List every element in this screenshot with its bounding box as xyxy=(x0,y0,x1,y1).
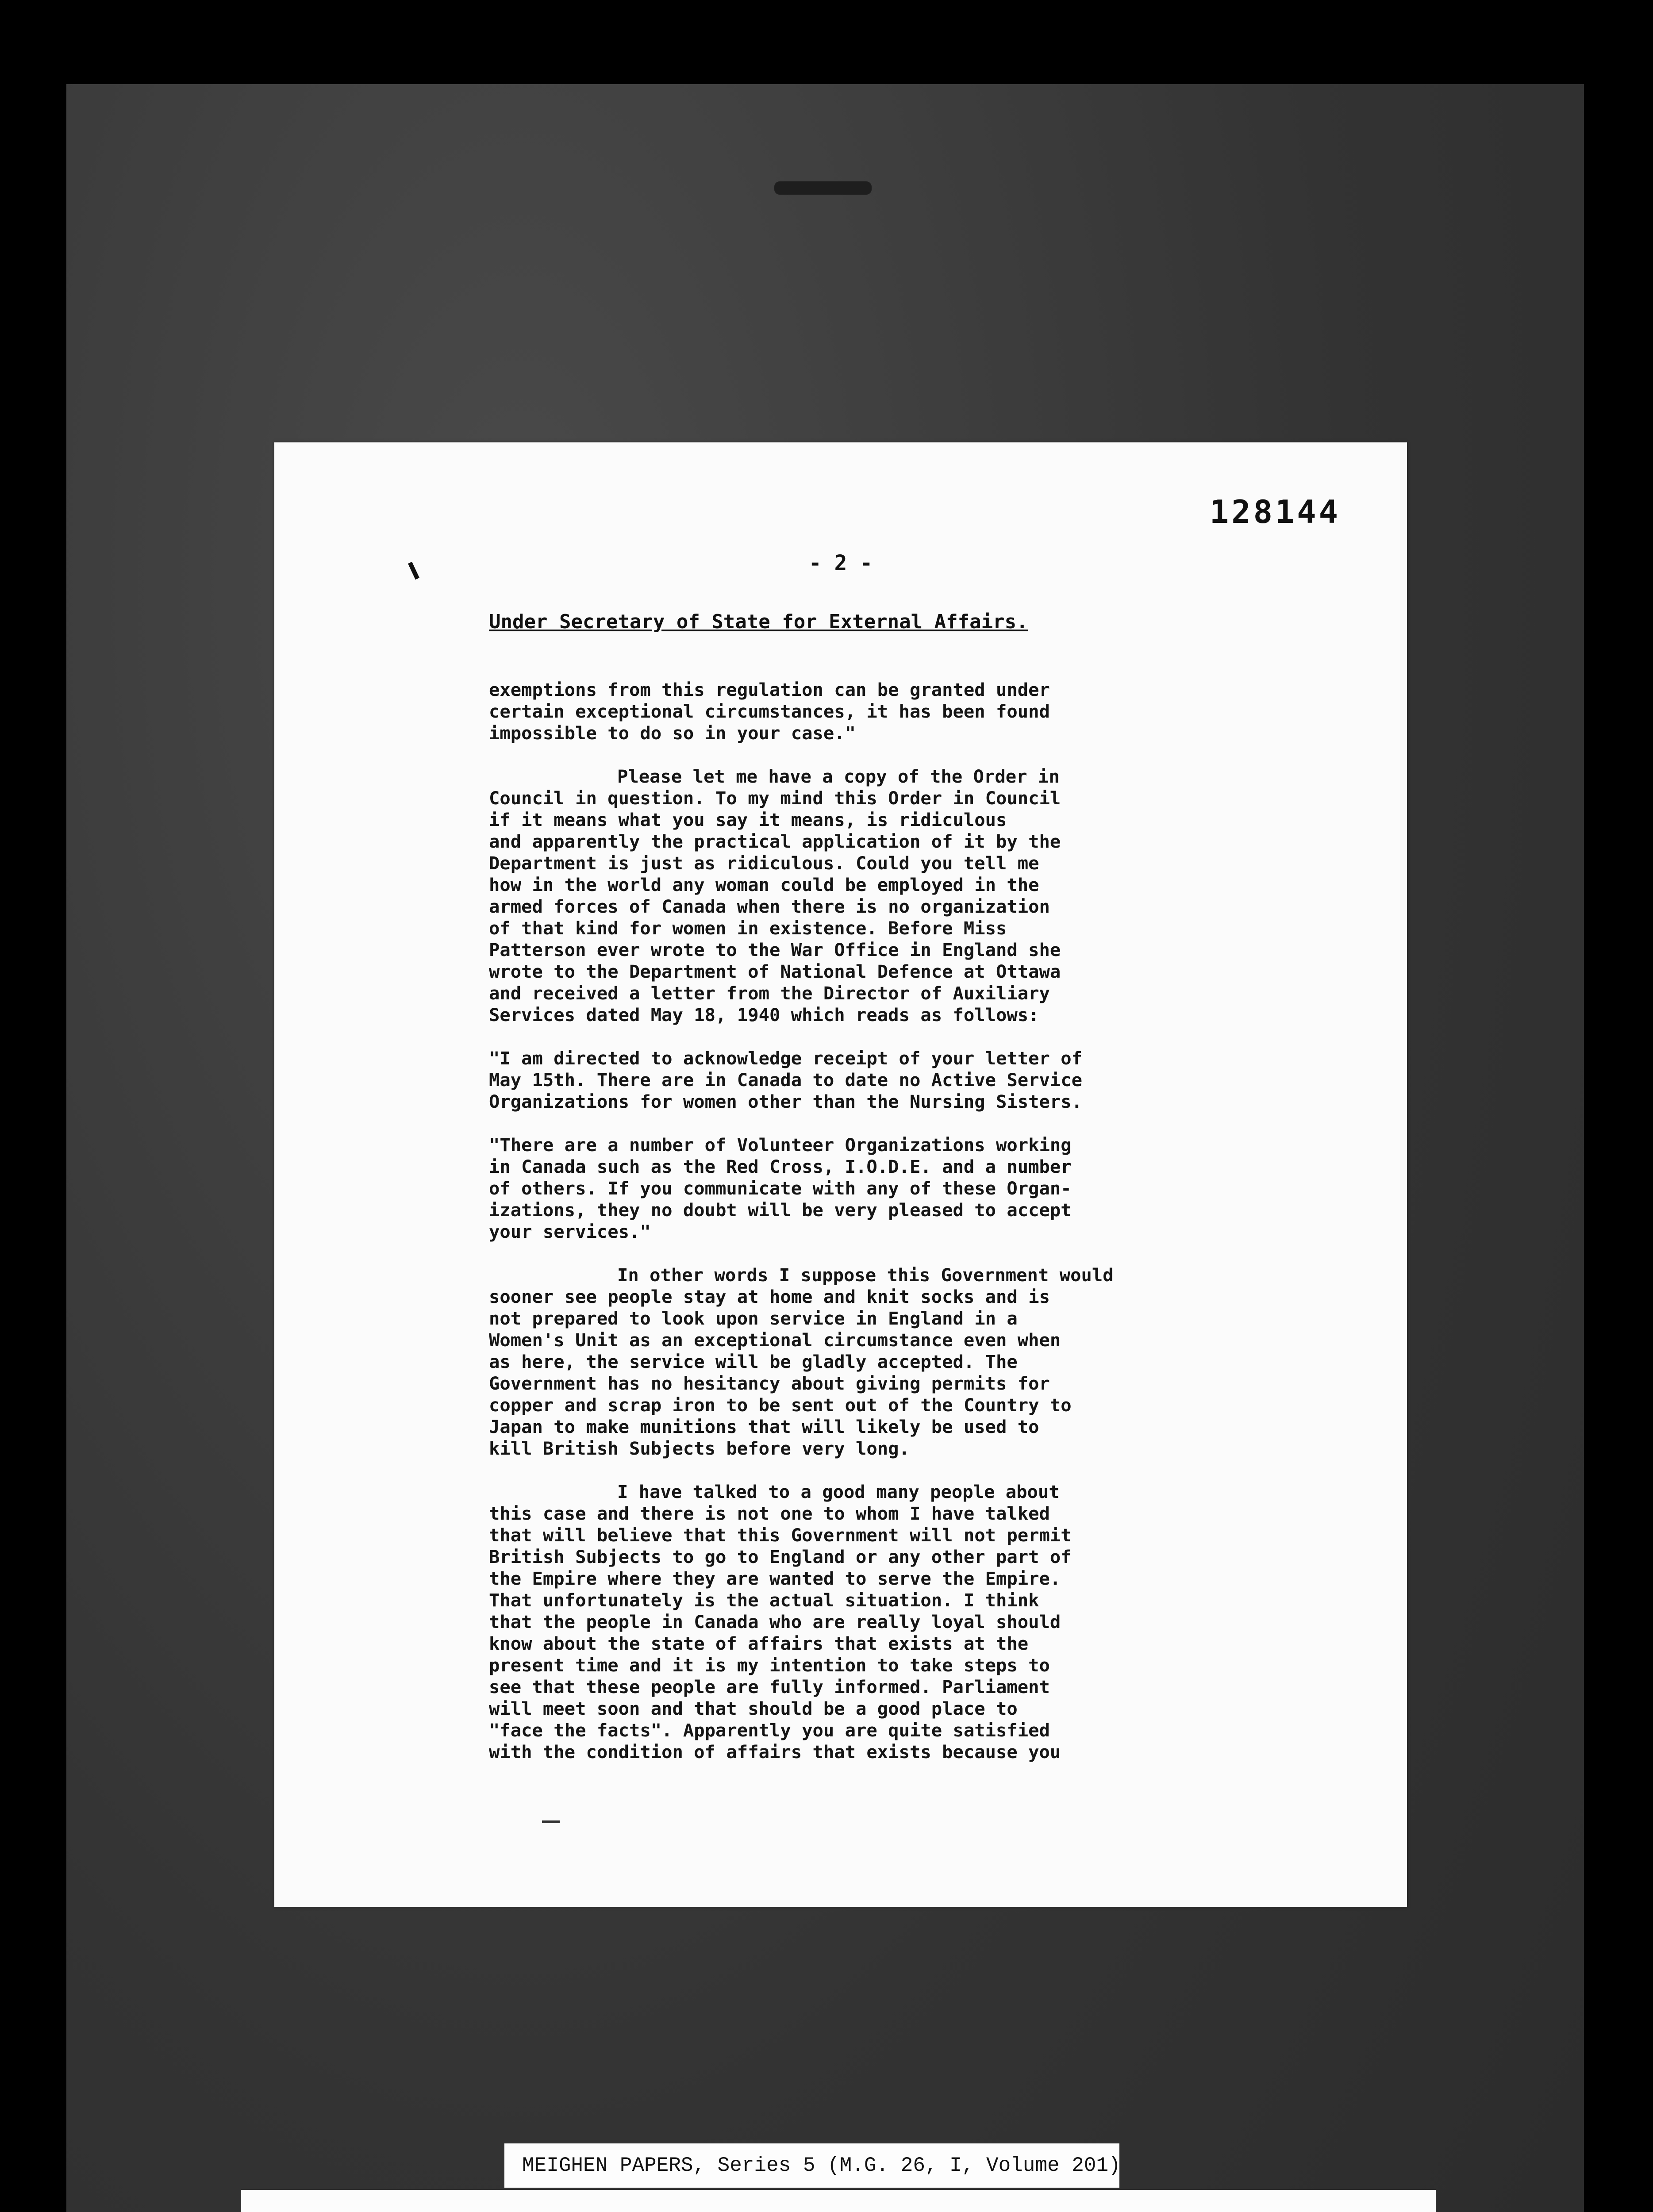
letter-body xyxy=(489,679,1250,1785)
paragraph-4: I have talked to a good many people about this case and there is not one to whom I have talked that will believe that this Government will not permit British Subjects to go to England or any other part of the Empire where they are wanted to serve the Empire. That unfortunately is the actual situation. I think that the people in Canada who are really loyal should know about the state of affairs that exists at the present time and it is my intention to take steps to see that these people are fully informed. Parliament will meet soon and that should be a good place to "face the facts". Apparently you are quite satisfied with the condition of affairs that exists because you xyxy=(489,1481,1072,1763)
archives-card xyxy=(241,2190,1436,2212)
page-stamp-number: 128144 xyxy=(1209,493,1341,530)
quote-paragraph-2: "There are a number of Volunteer Organizations working in Canada such as the Red Cross, I.O.D.E. and a number of others. If you communicate with any of these Organ- izations, they no doubt will be very pleased to accept your services." xyxy=(489,1134,1072,1242)
mount-notch xyxy=(774,181,872,195)
letter-heading: Under Secretary of State for External Affairs. xyxy=(489,611,1028,633)
quote-paragraph-1: "I am directed to acknowledge receipt of your letter of May 15th. There are in Canada to date no Active Service Organizations for women other than the Nursing Sisters. xyxy=(489,1048,1083,1112)
footer-dash xyxy=(542,1820,560,1823)
paragraph-2: Please let me have a copy of the Order in Council in question. To my mind this Order in Council if it means what you say it means, is ridiculous and apparently the practical application of it by the Department is just as ridiculous. Could you tell me how in the world any woman could be employed in the armed forces of Canada when there is no organization of that kind for women in existence. Before Miss Patterson ever wrote to the War Office in England she wrote to the Department of National Defence at Ottawa and received a letter from the Director of Auxiliary Services dated May 18, 1940 which reads as follows: xyxy=(489,766,1061,1025)
paragraph-3: In other words I suppose this Government would sooner see people stay at home and knit socks and is not prepared to look upon service in England in a Women's Unit as an exceptional circumstance even when as here, the service will be gladly accepted. The Government has no hesitancy about giving permits for copper and scrap iron to be sent out of the Country to Japan to make munitions that will likely be used to kill British Subjects before very long. xyxy=(489,1264,1114,1459)
page-number: - 2 - xyxy=(808,551,873,576)
collection-reference-label: MEIGHEN PAPERS, Series 5 (M.G. 26, I, Volume 201) xyxy=(504,2143,1119,2188)
paragraph-1: exemptions from this regulation can be granted under certain exceptional circumstances, it has been found impossible to do so in your case." xyxy=(489,679,1050,744)
letter-page xyxy=(274,442,1407,1907)
